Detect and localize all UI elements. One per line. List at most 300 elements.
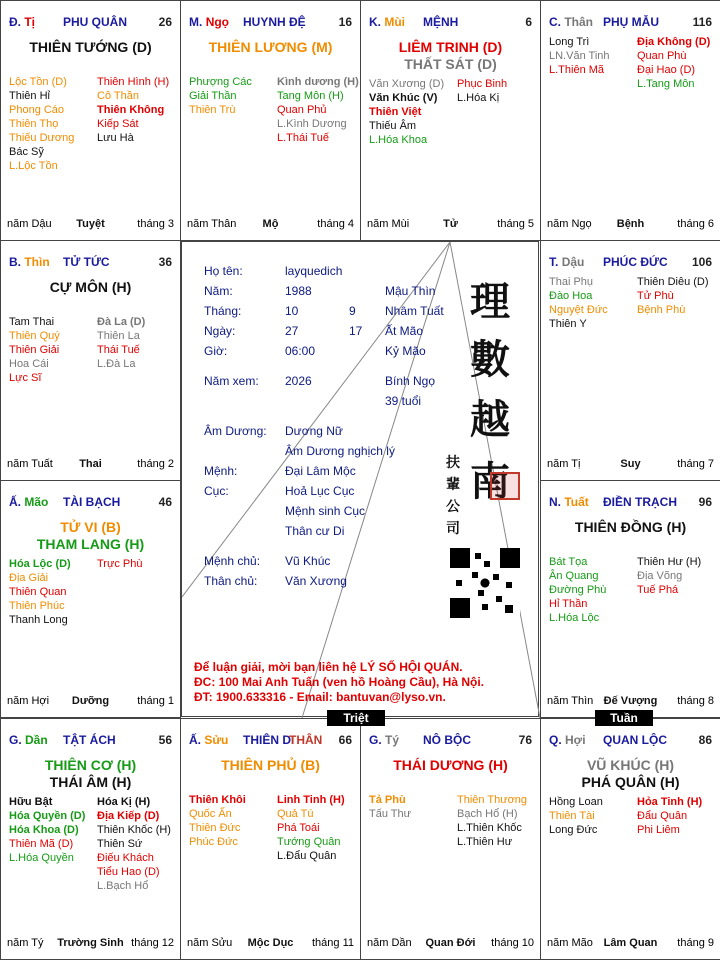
amduong-label: Âm Dương:: [204, 424, 267, 438]
menh-chu-value: Vũ Khúc: [285, 554, 331, 568]
palace-dau: [540, 240, 720, 481]
minor-star: Thiên Quý: [9, 330, 60, 342]
minor-star: LN.Văn Tinh: [549, 50, 610, 62]
footer-year: năm Ngọ: [547, 218, 592, 230]
amduong-value: Dương Nữ: [285, 424, 343, 438]
footer-stage: Suy: [620, 458, 641, 470]
minor-star: Long Trì: [549, 36, 590, 48]
minor-stars-right: [637, 795, 702, 837]
calligraphy-char: 越: [470, 396, 510, 443]
footer-year: năm Sửu: [187, 937, 233, 949]
palace-branch: Hợi: [565, 733, 586, 747]
minor-star: L.Hóa Khoa: [369, 134, 428, 146]
main-stars: [181, 39, 360, 56]
year-label: Năm:: [204, 284, 233, 298]
minor-star: Tử Phù: [637, 290, 674, 302]
minor-star: Đẩu Quân: [637, 810, 688, 822]
main-stars: [1, 39, 180, 56]
minor-star: Kình dương (H): [277, 76, 359, 88]
calligraphy-small: 扶 輩 公 司: [446, 455, 460, 537]
footer-year: năm Tý: [7, 937, 44, 949]
footer-month: tháng 9: [677, 937, 714, 949]
minor-star: Giải Thần: [189, 90, 237, 102]
palace-header: [369, 733, 534, 747]
minor-star: Thiên Hư (H): [637, 556, 702, 568]
palace-header: [9, 495, 174, 509]
palace-branch: Thân: [564, 15, 594, 29]
palace-number: 56: [158, 733, 172, 747]
minor-star: Phục Binh: [457, 78, 508, 90]
minor-star: Bạch Hổ (H): [457, 808, 518, 820]
minor-star: Bệnh Phù: [637, 304, 686, 316]
main-star: THIÊN PHỦ (B): [221, 757, 320, 773]
minor-star: Lực Sĩ: [9, 372, 42, 384]
than-chu-value: Văn Xương: [285, 574, 347, 588]
palace-branch: Tuất: [564, 495, 589, 509]
minor-star: L.Hóa Quyền: [9, 852, 74, 864]
minor-stars-left: [549, 795, 603, 837]
minor-stars-right: [97, 557, 142, 571]
palace-position: Ấ.: [189, 733, 201, 747]
palace-name: MỆNH: [423, 15, 459, 29]
minor-stars-left: [549, 35, 610, 77]
palace-name: HUYNH ĐỆ: [243, 15, 306, 29]
hour-label: Giờ:: [204, 344, 228, 358]
minor-star: Linh Tinh (H): [277, 794, 345, 806]
palace-position: K.: [369, 15, 381, 29]
minor-stars-left: [9, 75, 74, 173]
palace-header: [549, 15, 714, 29]
minor-star: L.Lộc Tồn: [9, 160, 58, 172]
palace-name: PHU QUÂN: [63, 15, 128, 29]
palace-ngo: [180, 0, 361, 241]
minor-star: Hoa Cái: [9, 358, 49, 370]
palace-footer: [547, 695, 714, 709]
minor-star: Tướng Quân: [277, 836, 341, 848]
month-label: Tháng:: [204, 304, 242, 318]
calligraphy-char: 理: [470, 278, 510, 325]
view-year-label: Năm xem:: [204, 374, 259, 388]
minor-star: Hóa Khoa (D): [9, 824, 79, 836]
main-stars: [1, 519, 180, 553]
main-star: VŨ KHÚC (H): [586, 757, 675, 773]
minor-star: Thanh Long: [9, 614, 68, 626]
minor-star: Thiên Khôi: [189, 794, 246, 806]
palace-position: N.: [549, 495, 561, 509]
palace-number: 106: [691, 255, 712, 269]
minor-stars-right: [457, 793, 527, 849]
footer-year: năm Tị: [547, 458, 581, 470]
footer-stage: Quan Đới: [425, 937, 476, 949]
minor-star: L.Hóa Kị: [457, 92, 500, 104]
minor-star: Thiên Mã (D): [9, 838, 74, 850]
palace-body-marker: THÂN: [289, 733, 323, 747]
minor-star: Thiên Thọ: [9, 118, 59, 130]
minor-star: Thiên Không: [97, 104, 165, 116]
palace-footer: [187, 937, 354, 951]
palace-branch: Dậu: [561, 255, 585, 269]
palace-position: G.: [369, 733, 382, 747]
main-star: THIÊN TƯỚNG (D): [29, 39, 152, 55]
minor-star: L.Thiên Hư: [457, 836, 513, 848]
palace-header: [9, 15, 174, 29]
name-value: layquedich: [285, 264, 343, 278]
minor-stars-left: [369, 77, 444, 147]
contact-line-2: ĐC: 100 Mai Anh Tuấn (ven hồ Hoàng Cầu), Hà Nội.: [194, 675, 485, 689]
menh-chu-label: Mệnh chủ:: [204, 554, 261, 568]
minor-stars-right: [277, 793, 345, 863]
main-star: TỬ VI (B): [60, 519, 121, 535]
palace-branch: Sửu: [204, 733, 229, 747]
minor-star: Phong Cáo: [9, 104, 65, 116]
minor-star: Trực Phù: [97, 558, 143, 570]
minor-stars-left: [549, 275, 608, 331]
minor-star: Hỏa Tinh (H): [637, 796, 703, 808]
year-value: 1988: [285, 284, 312, 298]
minor-star: Quan Phủ: [277, 104, 327, 116]
contact-line-1: Để luận giải, mời bạn liên hệ LÝ SỐ HỘI QUÁN.: [194, 660, 463, 674]
palace-footer: [7, 458, 174, 472]
cuc-label: Cục:: [204, 484, 229, 498]
minor-stars-right: [97, 315, 145, 371]
main-star: THÁI ÂM (H): [49, 774, 132, 790]
palace-ti: [0, 0, 181, 241]
than-chu-label: Thân chủ:: [204, 574, 258, 588]
minor-star: Tiểu Hao (D): [97, 866, 160, 878]
main-stars: [361, 757, 540, 774]
footer-stage: Tử: [443, 218, 458, 230]
minor-star: Thiên Thương: [457, 794, 528, 806]
footer-month: tháng 10: [491, 937, 534, 949]
minor-star: Lộc Tồn (D): [9, 76, 67, 88]
calligraphy-char: 南: [470, 458, 510, 505]
minor-stars-right: [97, 75, 169, 145]
palace-position: Ấ.: [9, 495, 21, 509]
calligraphy-char: 數: [470, 336, 510, 383]
palace-position: C.: [549, 15, 561, 29]
minor-star: L.Thiên Mã: [549, 64, 605, 76]
minor-star: L.Kình Dương: [277, 118, 347, 130]
minor-star: Thiên Hỉ: [9, 90, 50, 102]
minor-star: Thiên Diêu (D): [637, 276, 709, 288]
palace-number: 6: [525, 15, 532, 29]
minor-star: Thái Tuế: [97, 344, 140, 356]
palace-name: ĐIỀN TRẠCH: [603, 495, 677, 509]
main-star: THIÊN CƠ (H): [44, 757, 137, 773]
minor-stars-left: [9, 557, 71, 627]
minor-star: Tả Phù: [369, 794, 406, 806]
minor-star: Bát Tọa: [549, 556, 588, 568]
palace-position: B.: [9, 255, 21, 269]
main-stars: [1, 279, 180, 296]
minor-star: Hóa Lộc (D): [9, 558, 71, 570]
palace-dan: [0, 718, 181, 960]
minor-star: Nguyệt Đức: [549, 304, 608, 316]
minor-stars-right: [637, 35, 710, 91]
minor-stars-right: [637, 275, 709, 317]
palace-name: TẬT ÁCH: [63, 733, 116, 747]
palace-number: 66: [338, 733, 352, 747]
minor-stars-left: [189, 793, 246, 849]
palace-number: 36: [158, 255, 172, 269]
minor-star: Thai Phụ: [549, 276, 594, 288]
age-value: 39 tuổi: [385, 394, 422, 408]
palace-mao: [0, 480, 181, 718]
footer-stage: Đế Vượng: [603, 695, 658, 707]
minor-star: Văn Xương (D): [369, 78, 445, 90]
palace-position: G.: [9, 733, 22, 747]
palace-number: 26: [158, 15, 172, 29]
menh-value: Đại Lâm Mộc: [285, 464, 356, 478]
footer-year: năm Dậu: [7, 218, 52, 230]
minor-star: Đại Hao (D): [637, 64, 696, 76]
footer-year: năm Mùi: [367, 218, 410, 230]
minor-star: L.Bạch Hổ: [97, 880, 149, 892]
palace-ty: [360, 718, 541, 960]
month-solar: 10: [285, 304, 299, 318]
footer-stage: Bệnh: [616, 218, 645, 230]
footer-month: tháng 11: [311, 937, 354, 949]
qr-code-icon: [450, 548, 520, 618]
palace-footer: [7, 695, 174, 709]
footer-stage: Dưỡng: [71, 695, 110, 707]
minor-star: Địa Võng: [637, 570, 683, 582]
palace-branch: Tị: [24, 15, 36, 29]
red-seal: [490, 472, 520, 500]
palace-header: [549, 733, 714, 747]
footer-month: tháng 2: [137, 458, 174, 470]
view-year-can: Bính Ngọ: [385, 374, 436, 388]
palace-number: 116: [692, 15, 712, 29]
palace-footer: [547, 218, 714, 232]
palace-name: QUAN LỘC: [603, 733, 667, 747]
minor-star: Thiên La: [97, 330, 140, 342]
footer-month: tháng 6: [677, 218, 714, 230]
minor-star: Phượng Các: [189, 76, 252, 88]
palace-name: TÀI BẠCH: [63, 495, 121, 509]
palace-thin: [0, 240, 181, 481]
contact-info: [194, 660, 484, 705]
minor-star: Địa Giải: [9, 572, 49, 584]
palace-number: 86: [698, 733, 712, 747]
footer-month: tháng 5: [497, 218, 534, 230]
minor-star: Phá Toái: [277, 822, 320, 834]
minor-star: Cô Thần: [97, 90, 139, 102]
minor-star: Thiên Đức: [189, 822, 241, 834]
palace-branch: Dần: [25, 733, 48, 747]
cuc-note: Mệnh sinh Cục: [285, 504, 366, 518]
minor-star: L.Đẩu Quân: [277, 850, 337, 862]
footer-year: năm Mão: [547, 937, 593, 949]
minor-star: Phi Liêm: [637, 824, 680, 836]
palace-suu: [180, 718, 361, 960]
minor-star: Đà La (D): [97, 316, 146, 328]
palace-footer: [187, 218, 354, 232]
day-lunar: 17: [349, 324, 363, 338]
main-stars: [361, 39, 540, 73]
palace-tuat: [540, 480, 720, 718]
palace-header: [189, 15, 354, 29]
palace-than: [540, 0, 720, 241]
menh-label: Mệnh:: [204, 464, 238, 478]
palace-footer: [547, 937, 714, 951]
palace-name: PHÚC ĐỨC: [603, 255, 668, 269]
minor-star: Quả Tú: [277, 808, 314, 820]
palace-footer: [7, 218, 174, 232]
footer-month: tháng 8: [677, 695, 714, 707]
year-can: Mậu Thìn: [385, 284, 436, 298]
main-stars: [1, 757, 180, 791]
minor-star: Thiên Khốc (H): [97, 824, 171, 836]
palace-position: Đ.: [9, 15, 21, 29]
minor-stars-left: [9, 315, 60, 385]
minor-star: Địa Kiếp (D): [97, 810, 160, 822]
minor-star: Địa Không (D): [637, 36, 711, 48]
minor-star: Quốc Ấn: [189, 808, 232, 820]
minor-star: Hóa Kị (H): [97, 796, 151, 808]
footer-month: tháng 3: [137, 218, 174, 230]
palace-position: T.: [549, 255, 559, 269]
palace-name: NÔ BỘC: [423, 733, 471, 747]
minor-star: Hỉ Thần: [549, 598, 588, 610]
footer-month: tháng 4: [317, 218, 354, 230]
than-cu-value: Thân cư Di: [285, 524, 345, 538]
main-star: PHÁ QUÂN (H): [581, 774, 680, 790]
palace-footer: [547, 458, 714, 472]
minor-star: Văn Khúc (V): [369, 92, 438, 104]
hour-can: Kỷ Mão: [385, 344, 426, 358]
minor-star: L.Đà La: [97, 358, 136, 370]
palace-branch: Thìn: [24, 255, 50, 269]
palace-number: 76: [518, 733, 532, 747]
minor-star: Thiếu Âm: [369, 120, 417, 132]
footer-year: năm Thìn: [547, 695, 594, 707]
palace-name: PHỤ MẪU: [603, 15, 659, 29]
palace-header: [549, 255, 714, 269]
minor-star: Thiên Phúc: [9, 600, 65, 612]
minor-stars-left: [369, 793, 411, 821]
palace-position: M.: [189, 15, 203, 29]
triet-tag: Triệt: [327, 710, 385, 726]
main-star: THÁI DƯƠNG (H): [393, 757, 508, 773]
minor-star: L.Thái Tuế: [277, 132, 329, 144]
minor-star: Long Đức: [549, 824, 598, 836]
main-star: THIÊN LƯƠNG (M): [208, 39, 333, 55]
day-can: Ất Mão: [385, 324, 424, 338]
main-star: THAM LANG (H): [36, 536, 145, 552]
minor-stars-right: [637, 555, 701, 597]
minor-star: Đào Hoa: [549, 290, 593, 302]
minor-star: Tam Thai: [9, 316, 55, 328]
palace-branch: Mão: [24, 495, 49, 509]
footer-year: năm Tuất: [7, 458, 53, 470]
palace-footer: [367, 937, 534, 951]
palace-header: [549, 495, 714, 509]
minor-star: Ân Quang: [549, 570, 599, 582]
minor-stars-left: [9, 795, 85, 865]
palace-mui: [360, 0, 541, 241]
minor-star: Điếu Khách: [97, 852, 154, 864]
minor-star: Thiên Giải: [9, 344, 60, 356]
main-stars: [541, 757, 720, 791]
hour-value: 06:00: [285, 344, 316, 358]
minor-star: Thiên Y: [549, 318, 587, 330]
footer-year: năm Dần: [367, 937, 412, 949]
palace-header: [189, 733, 354, 747]
footer-stage: Thai: [79, 458, 102, 470]
main-star: LIÊM TRINH (D): [398, 39, 503, 55]
minor-star: Lưu Hà: [97, 132, 134, 144]
palace-number: 16: [338, 15, 352, 29]
main-star: CỰ MÔN (H): [49, 279, 132, 295]
amduong-note: Âm Dương nghịch lý: [285, 444, 395, 458]
minor-stars-left: [189, 75, 252, 117]
palace-name: TỬ TỨC: [63, 255, 110, 269]
palace-footer: [7, 937, 174, 951]
minor-star: Thiên Hình (H): [97, 76, 170, 88]
minor-star: Hồng Loan: [549, 796, 603, 808]
footer-year: năm Thân: [187, 218, 237, 230]
palace-name: THIÊN DI: [243, 733, 295, 747]
palace-header: [9, 255, 174, 269]
center-info-panel: [181, 241, 539, 717]
day-label: Ngày:: [204, 324, 236, 338]
palace-number: 46: [158, 495, 172, 509]
main-stars: [541, 519, 720, 536]
month-can: Nhâm Tuất: [385, 304, 444, 318]
minor-star: Tang Môn (H): [277, 90, 344, 102]
palace-header: [369, 15, 534, 29]
main-stars: [181, 757, 360, 774]
minor-star: Thiên Tài: [549, 810, 595, 822]
main-star: THẤT SÁT (D): [404, 56, 497, 72]
minor-star: Thiên Quan: [9, 586, 67, 598]
palace-footer: [367, 218, 534, 232]
minor-star: L.Thiên Khốc: [457, 822, 522, 834]
contact-line-3: ĐT: 1900.633316 - Email: bantuvan@lyso.vn.: [194, 690, 446, 704]
view-year-value: 2026: [285, 374, 312, 388]
minor-star: Phúc Đức: [189, 836, 238, 848]
minor-stars-right: [277, 75, 359, 145]
footer-stage: Trường Sinh: [57, 937, 124, 949]
minor-stars-right: [97, 795, 171, 893]
minor-star: Quan Phù: [637, 50, 687, 62]
month-lunar: 9: [349, 304, 356, 318]
minor-star: Tuế Phá: [637, 584, 679, 596]
name-label: Họ tên:: [204, 264, 243, 278]
minor-stars-right: [457, 77, 507, 105]
footer-stage: Mộ: [262, 218, 279, 230]
palace-branch: Mùi: [384, 15, 406, 29]
cuc-value: Hoả Lục Cục: [285, 484, 355, 498]
minor-star: Kiếp Sát: [97, 118, 139, 130]
palace-position: Q.: [549, 733, 562, 747]
minor-stars-left: [549, 555, 606, 625]
minor-star: L.Tang Môn: [637, 78, 695, 90]
palace-header: [9, 733, 174, 747]
minor-star: Thiếu Dương: [9, 132, 75, 144]
palace-number: 96: [698, 495, 712, 509]
minor-star: Hóa Quyền (D): [9, 810, 86, 822]
palace-branch: Tý: [385, 733, 400, 747]
minor-star: Đường Phù: [549, 584, 607, 596]
minor-star: L.Hóa Lộc: [549, 612, 600, 624]
footer-year: năm Hợi: [7, 695, 50, 707]
footer-month: tháng 12: [131, 937, 174, 949]
palace-branch: Ngọ: [205, 15, 230, 29]
minor-star: Thiên Trù: [189, 104, 236, 116]
day-solar: 27: [285, 324, 299, 338]
